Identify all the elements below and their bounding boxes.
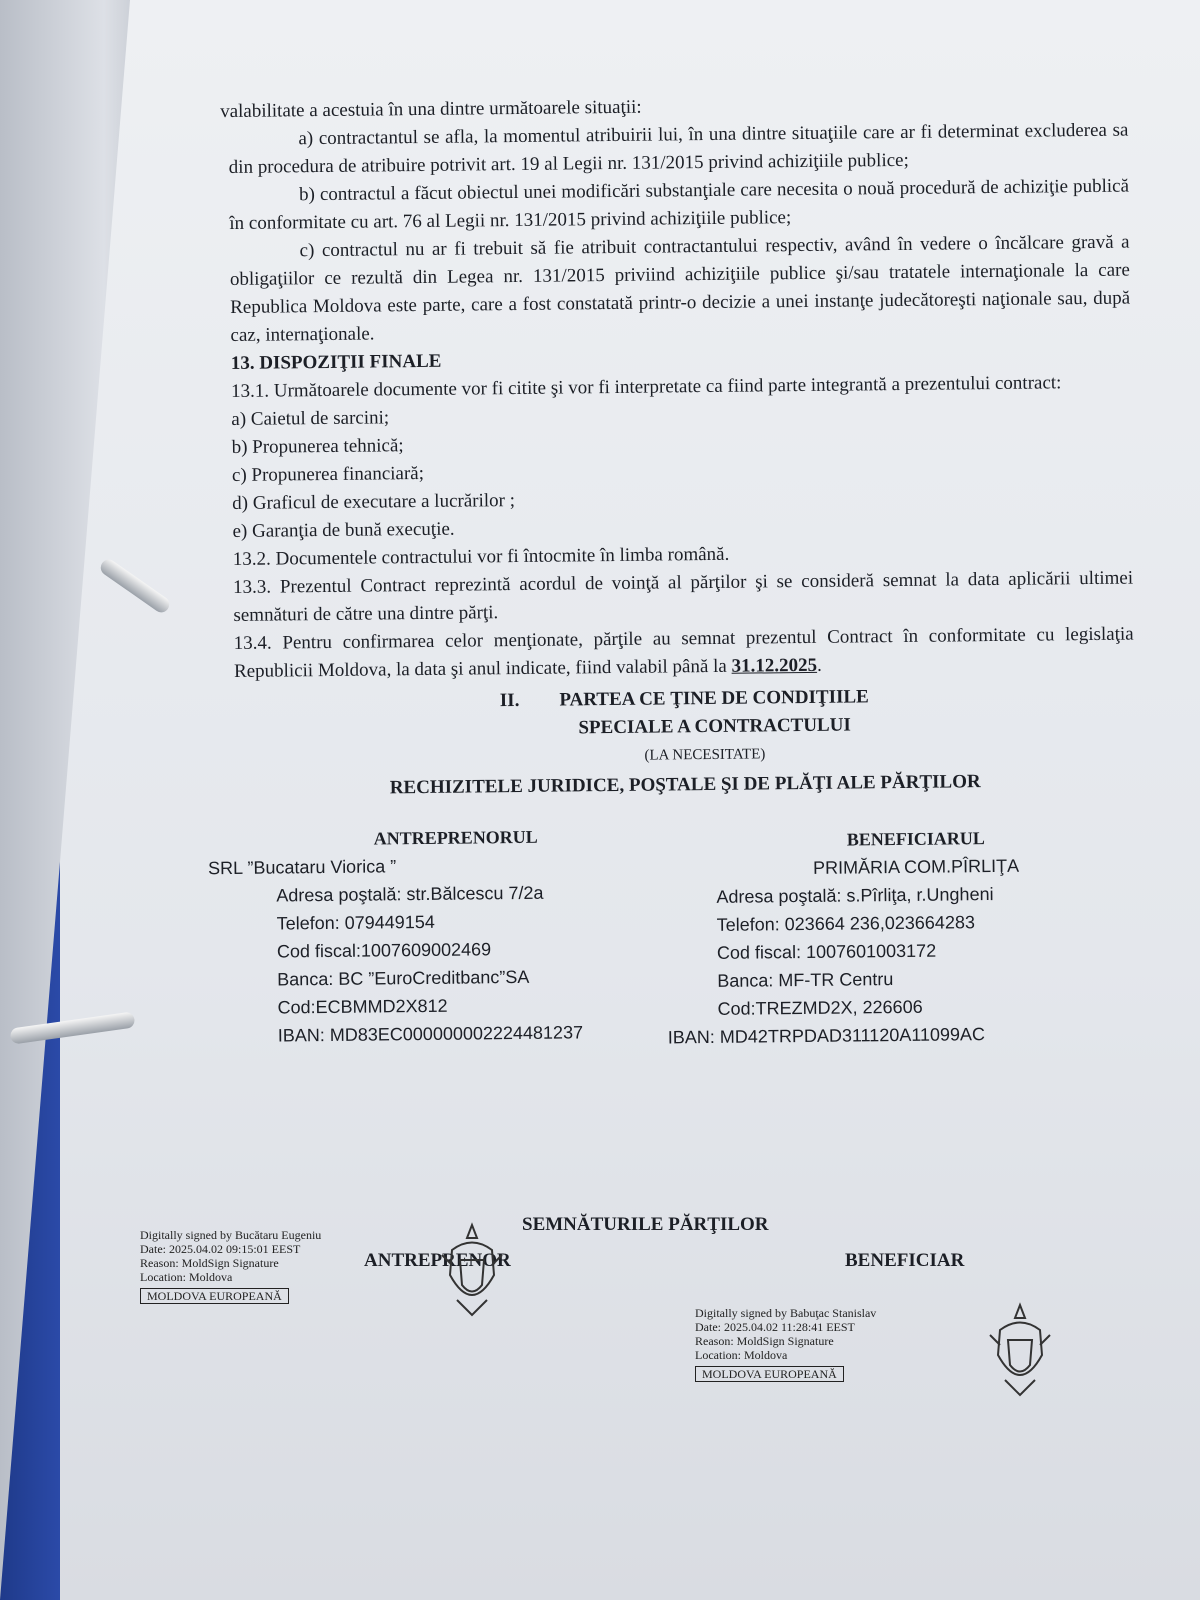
section-2-line2: SPECIALE A CONTRACTULUI <box>578 714 851 739</box>
beneficiar-iban: IBAN: MD42TRPDAD311120A11099AC <box>667 1024 986 1048</box>
doc-item-e: e) Garanţia de bună execuţie. <box>232 518 455 542</box>
antreprenor-signature-label: ANTREPRENOR <box>364 1250 511 1271</box>
clause-13-2: 13.2. Documentele contractului vor fi întocmite în limba română. <box>232 543 730 570</box>
clause-b: b) contractul a făcut obiectul unei modificări substanţiale care necesita o nouă procedură de achiziţie publică în conformitate cu art. 76 al Legii nr. 131/2015 privind achiziţiile publice; <box>229 175 1130 234</box>
beneficiar-title: BENEFICIARUL <box>846 828 985 850</box>
clause-13-3: 13.3. Prezentul Contract reprezintă acordul de voinţă al părţilor şi se consideră semnat la data aplicării ultimei semnături de către una dintre părţi. <box>233 567 1134 626</box>
left-signed-location: Location: Moldova <box>140 1270 233 1284</box>
clause-13-1: 13.1. Următoarele documente vor fi citite şi vor fi interpretate ca fiind parte integrantă a prezentului contract: <box>230 372 1062 402</box>
left-digital-signature <box>140 1228 321 1304</box>
antreprenor-name: SRL ”Bucataru Viorica ” <box>207 856 397 879</box>
left-moldova-stamp: MOLDOVA EUROPEANĂ <box>140 1288 289 1304</box>
antreprenor-bank: Banca: BC ”EuroCreditbanc”SA <box>277 966 530 990</box>
antreprenor-title: ANTREPRENORUL <box>373 826 538 849</box>
validity-date: 31.12.2025 <box>731 654 818 677</box>
left-coat-of-arms-icon <box>432 1220 512 1320</box>
clause-13-4-text: 13.4. Pentru confirmarea celor menţionate, părţile au semnat prezentul Contract în conformitate cu legislaţia Republicii Moldova, la data şi anul indicate, fiind valabil până la <box>233 623 1134 682</box>
section-2-heading <box>234 681 1135 746</box>
doc-item-c: c) Propunerea financiară; <box>231 462 425 486</box>
signatures-heading: SEMNĂTURILE PĂRŢILOR <box>522 1214 769 1235</box>
beneficiar-bank-code: Cod:TREZMD2X, 226606 <box>717 996 923 1019</box>
beneficiar-address: Adresa poştală: s.Pîrliţa, r.Ungheni <box>716 884 994 907</box>
beneficiar-signature-label: BENEFICIAR <box>845 1250 965 1271</box>
beneficiar-details <box>667 817 1138 1052</box>
beneficiar-name: PRIMĂRIA COM.PÎRLIŢA <box>812 855 1020 878</box>
antreprenor-iban: IBAN: MD83EC000000002224481237 <box>277 1022 584 1046</box>
doc-item-d: d) Graficul de executare a lucrărilor ; <box>232 490 516 514</box>
left-signed-by: Digitally signed by Bucătaru Eugeniu <box>140 1228 322 1242</box>
left-signed-reason: Reason: MoldSign Signature <box>140 1256 279 1270</box>
intro-line: valabilitate a acestuia în una dintre următoarele situaţii: <box>220 96 642 123</box>
contract-text <box>207 89 1138 1056</box>
section-13-heading: 13. DISPOZIŢII FINALE <box>230 350 442 374</box>
section-2-number: II. <box>499 689 520 712</box>
section-2-note: (LA NECESITATE) <box>644 746 766 764</box>
right-signed-reason: Reason: MoldSign Signature <box>695 1334 834 1348</box>
right-signed-location: Location: Moldova <box>695 1348 788 1362</box>
parties-details <box>207 817 1138 1056</box>
beneficiar-phone: Telefon: 023664 236,023664283 <box>716 912 976 935</box>
beneficiar-bank: Banca: MF-TR Centru <box>717 969 894 991</box>
doc-item-b: b) Propunerea tehnică; <box>231 435 404 458</box>
clause-c: c) contractul nu ar fi trebuit să fie atribuit contractantului respectiv, având în vedere o încălcare gravă a obligaţiilor ce rezultă din Legea nr. 131/2015 priviind achiziţiile publice şi/sau tratatele internaţionale la care Republica Moldova este parte, care a fost constatată printr-o decizie a unei instanţe judecătoreşti naţionale sau, după caz, internaţionale. <box>229 231 1131 346</box>
right-signed-date: Date: 2025.04.02 11:28:41 EEST <box>695 1320 855 1334</box>
right-coat-of-arms-icon <box>980 1300 1060 1400</box>
antreprenor-fiscal-code: Cod fiscal:1007609002469 <box>276 939 492 962</box>
section-2-line1: PARTEA CE ŢINE DE CONDIŢIILE <box>559 686 869 711</box>
right-signed-by: Digitally signed by Babuţac Stanislav <box>695 1306 877 1320</box>
rechizite-heading: RECHIZITELE JURIDICE, POŞTALE ŞI DE PLĂŢI ALE PĂRŢILOR <box>389 771 981 799</box>
clause-13-4 <box>234 621 1135 686</box>
doc-item-a: a) Caietul de sarcini; <box>231 407 390 430</box>
clause-13-4-end: . <box>816 654 822 676</box>
beneficiar-fiscal-code: Cod fiscal: 1007601003172 <box>716 940 937 963</box>
right-digital-signature <box>695 1306 876 1382</box>
right-moldova-stamp: MOLDOVA EUROPEANĂ <box>695 1366 844 1382</box>
left-signed-date: Date: 2025.04.02 09:15:01 EEST <box>140 1242 301 1256</box>
clause-a: a) contractantul se afla, la momentul atribuirii lui, în una dintre situaţiile care ar fi determinat excluderea sa din procedura de atribuire potrivit art. 19 al Legii nr. 131/2015 privind achiziţiile publice; <box>228 119 1129 178</box>
antreprenor-details <box>207 821 678 1056</box>
antreprenor-address: Adresa poştală: str.Bălcescu 7/2a <box>276 882 544 906</box>
antreprenor-bank-code: Cod:ECBMMD2X812 <box>277 995 448 1018</box>
antreprenor-phone: Telefon: 079449154 <box>276 911 435 934</box>
